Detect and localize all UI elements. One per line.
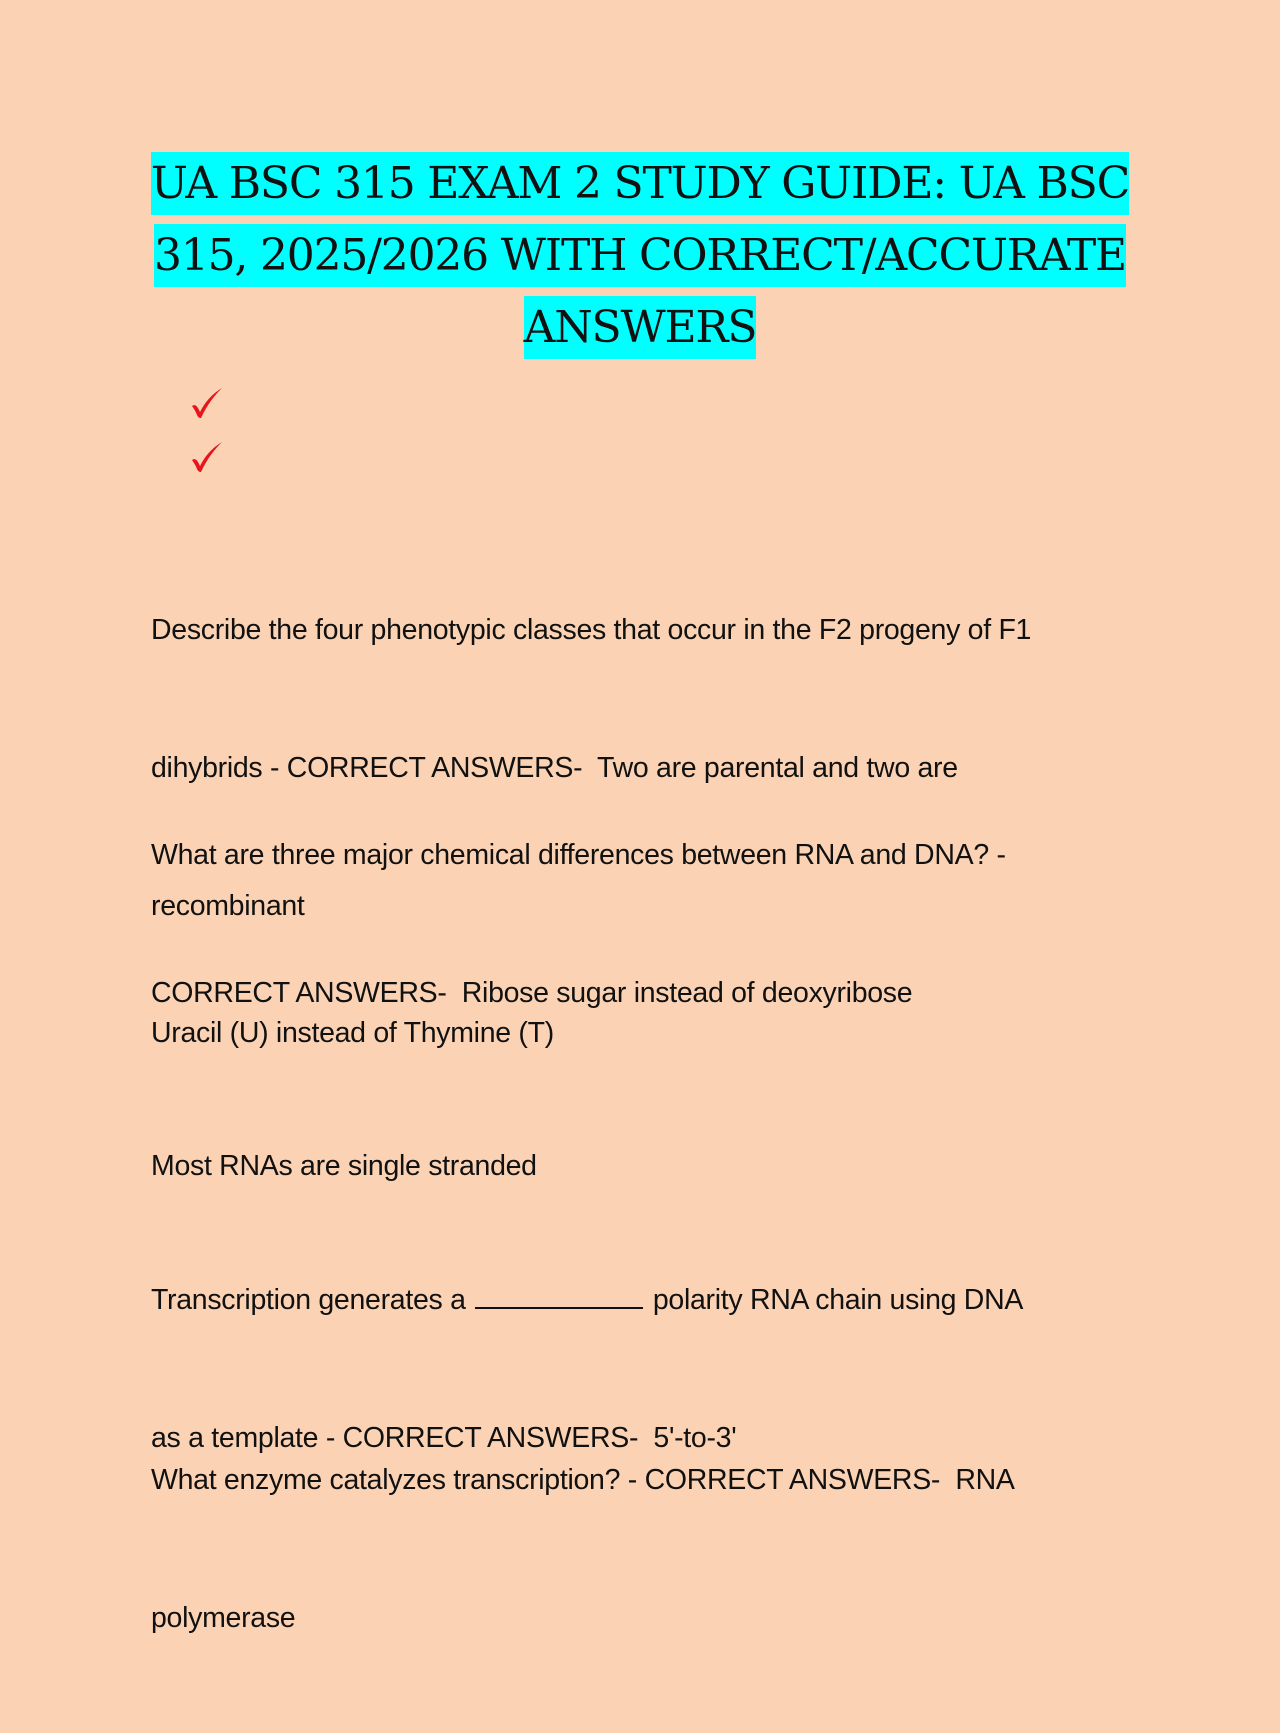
- qa-line: Describe the four phenotypic classes that occur in the F2 progeny of F1: [151, 614, 1032, 646]
- qa-line: polymerase: [151, 1602, 296, 1634]
- checkmark-icon: [190, 386, 224, 420]
- qa-item-transcription-enzyme: [151, 1365, 1141, 1733]
- qa-line: Uracil (U) instead of Thymine (T): [151, 1017, 554, 1049]
- checkmark-icon: [190, 440, 224, 474]
- qa-line: [151, 1277, 1141, 1323]
- checkmark-item: [188, 434, 228, 488]
- qa-line: as a template - CORRECT ANSWERS- 5'-to-3': [151, 1422, 737, 1454]
- qa-text-before-blank: Transcription generates a: [151, 1284, 466, 1316]
- fill-in-blank: [475, 1279, 643, 1309]
- checkmark-item: [188, 380, 228, 434]
- qa-text-after-blank: polarity RNA chain using DNA: [652, 1284, 1024, 1316]
- title-line-3: ANSWERS: [524, 296, 757, 359]
- qa-line: recombinant: [151, 890, 305, 922]
- qa-line: What enzyme catalyzes transcription? - CORRECT ANSWERS- RNA: [151, 1464, 1015, 1496]
- document-title: [150, 148, 1130, 364]
- qa-line: dihybrids - CORRECT ANSWERS- Two are parental and two are: [151, 752, 958, 784]
- checkmark-list: [188, 380, 228, 488]
- title-line-2: 315, 2025/2026 WITH CORRECT/ACCURATE: [154, 224, 1126, 287]
- qa-line: What are three major chemical differences between RNA and DNA? -: [151, 839, 1006, 871]
- title-line-1: UA BSC 315 EXAM 2 STUDY GUIDE: UA BSC: [151, 152, 1129, 215]
- qa-line: Most RNAs are single stranded: [151, 1150, 537, 1182]
- qa-line: CORRECT ANSWERS- Ribose sugar instead of deoxyribose: [151, 977, 913, 1009]
